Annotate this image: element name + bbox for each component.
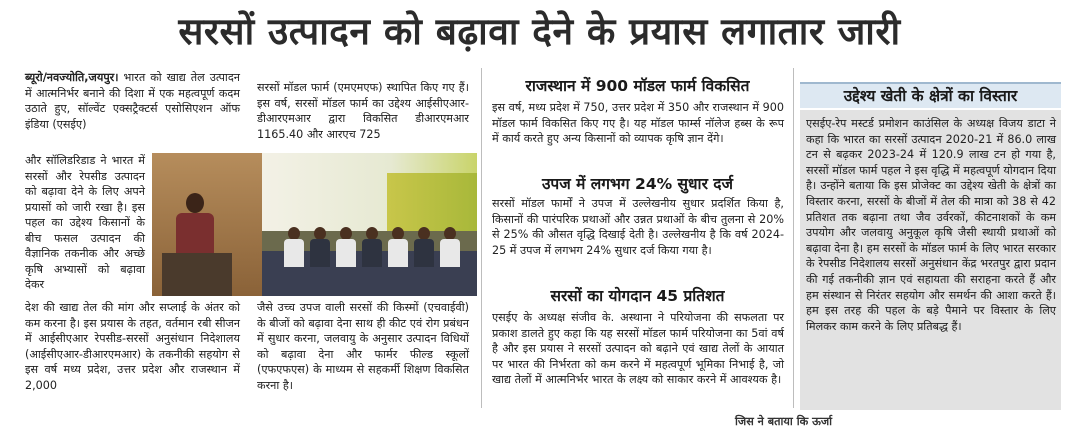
column-3-para-3: एसईए के अध्यक्ष संजीव के. अस्थाना ने परियोजना की सफलता पर प्रकाश डालते हुए कहा कि यह सरसों मॉडल फार्म परियोजना का 5वां वर्ष है और इस प्रयास ने सरसों उत्पादन को बढ़ाने एवं खाद्य तेलों के आयात पर भारत की निर्भरता को कम करने में महत्वपूर्ण भूमिका निभाई है, जो खाद्य तेलों में आत्मनिर्भर भारत के लक्ष्य को साकार करने में आवश्यक है। bbox=[492, 311, 784, 386]
column-1-bottom bbox=[25, 300, 240, 393]
column-4-para: एसईए-रेप मस्टर्ड प्रमोशन काउंसिल के अध्यक्ष विजय डाटा ने कहा कि भारत का सरसों उत्पादन 2020-21 में 86.0 लाख टन से बढ़कर 2023-24 में 120.9 लाख टन हो गया है, सरसों मॉडल फार्म पहल ने इस वृद्धि में महत्वपूर्ण योगदान दिया है। उन्होंने बताया कि इस प्रोजेक्ट का उद्देश्य खेती के क्षेत्रों का विस्तार करना, सरसों के बीजों में तेल की मात्रा को 38 से 42 प्रतिशत तक बढ़ाना तथा जैव उर्वरकों, कीटनाशकों के कम उपयोग और जलवायु अनुकूल कृषि जैसी स्थायी प्रथाओं को बढ़ावा देना है। हम सरसों के मॉडल फार्म के लिए भारत सरकार के रेपसीड निदेशालय सरसों अनुसंधान केंद्र भरतपुर द्वारा प्रदान की गई तकनीकी ज्ञान एवं सहायता की सराहना करते हैं और हम संस्थान से निरंतर सहयोग और समर्थन की आशा करते हैं। हम इस तरह की पहल के बड़े पैमाने पर विस्तार के लिए मिलकर काम करने के लिए प्रतिबद्ध हैं। bbox=[806, 117, 1056, 333]
subheading-2: उपज में लगभग 24% सुधार दर्ज bbox=[541, 175, 734, 193]
column-2-bottom bbox=[257, 300, 469, 393]
col1-para-side: और सॉलिडरिडाड ने भारत में सरसों और रेपसीड उत्पादन को बढ़ावा देने के लिए अपने प्रयासों को जारी रखा है। इस पहल का उद्देश्य किसानों के बीच फसल उत्पादन की वैज्ञानिक तकनीक और अच्छे कृषि अभ्यासों को बढ़ावा देकर bbox=[25, 154, 145, 291]
subheading-3: सरसों का योगदान 45 प्रतिशत bbox=[550, 287, 725, 305]
column-divider bbox=[793, 68, 794, 408]
column-divider bbox=[481, 68, 482, 408]
column-2-top bbox=[257, 80, 469, 142]
headline: सरसों उत्पादन को बढ़ावा देने के प्रयास लगातार जारी bbox=[178, 10, 901, 53]
subheading-1: राजस्थान में 900 मॉडल फार्म विकसित bbox=[525, 77, 750, 95]
col1-para-bottom: देश की खाद्य तेल की मांग और सप्लाई के अंतर को कम करना है। इस प्रयास के तहत, वर्तमान रबी सीजन में आईसीएआर रेपसीड-सरसों अनुसंधान निदेशालय (आईसीएआर-डीआरएमआर) के तकनीकी सहयोग से इस वर्ष मध्य प्रदेश, उत्तर प्रदेश और राजस्थान में 2,000 bbox=[25, 301, 240, 392]
column-3-para-1: इस वर्ष, मध्य प्रदेश में 750, उत्तर प्रदेश में 350 और राजस्थान में 900 मॉडल फार्म विकसित किए गए है। यह मॉडल फार्म्स नॉलेज हब्स के रूप में कार्य करते हुए अन्य किसानों को व्यापक कृषि ज्ञान देंगे। bbox=[492, 101, 784, 145]
column-1-top bbox=[25, 70, 240, 132]
bottom-fragment: जिस ने बताया कि ऊर्जा bbox=[735, 415, 833, 428]
col2-para-bottom: जैसे उच्च उपज वाली सरसों की किस्मों (एचवाईवी) के बीजों को बढ़ावा देना साथ ही कीट एवं रोग प्रबंधन में सुधार करना, जलवायु के अनुसार उत्पादन विधियों को बढ़ावा देना और फार्मर फील्ड स्कूलों (एफएफएस) के माध्यम से सहकर्मी शिक्षण विकसित करना है। bbox=[257, 301, 469, 392]
byline: ब्यूरो/नवज्योति,जयपुर। bbox=[25, 71, 119, 84]
event-photo bbox=[152, 153, 477, 296]
column-1-side bbox=[25, 153, 145, 293]
col1-para-top: भारत को खाद्य तेल उत्पादन में आत्मनिर्भर बनाने की दिशा में एक महत्वपूर्ण कदम उठाते हुए, सॉल्वेंट एक्सट्रैक्टर्स एसोसिएशन ऑफ इंडिया (एसईए) bbox=[25, 71, 240, 131]
column-3-para-2: सरसों मॉडल फार्मों ने उपज में उल्लेखनीय सुधार प्रदर्शित किया है, किसानों की पारंपरिक प्रथाओं और उन्नत प्रथाओं के बीच तुलना से 20% से 25% की औसत वृद्धि दिखाई देती है। उल्लेखनीय है कि वर्ष 2024-25 में उपज में लगभग 24% सुधार दर्ज किया गया है। bbox=[492, 197, 784, 257]
col2-para-top: सरसों मॉडल फार्म (एमएमएफ) स्थापित किए गए हैं। इस वर्ष, सरसों मॉडल फार्म का उद्देश्य आईसीएआर-डीआरएमआर द्वारा विकसित डीआरएमआर 1165.40 और आरएच 725 bbox=[257, 81, 469, 141]
subheading-4: उद्देश्य खेती के क्षेत्रों का विस्तार bbox=[800, 82, 1061, 108]
